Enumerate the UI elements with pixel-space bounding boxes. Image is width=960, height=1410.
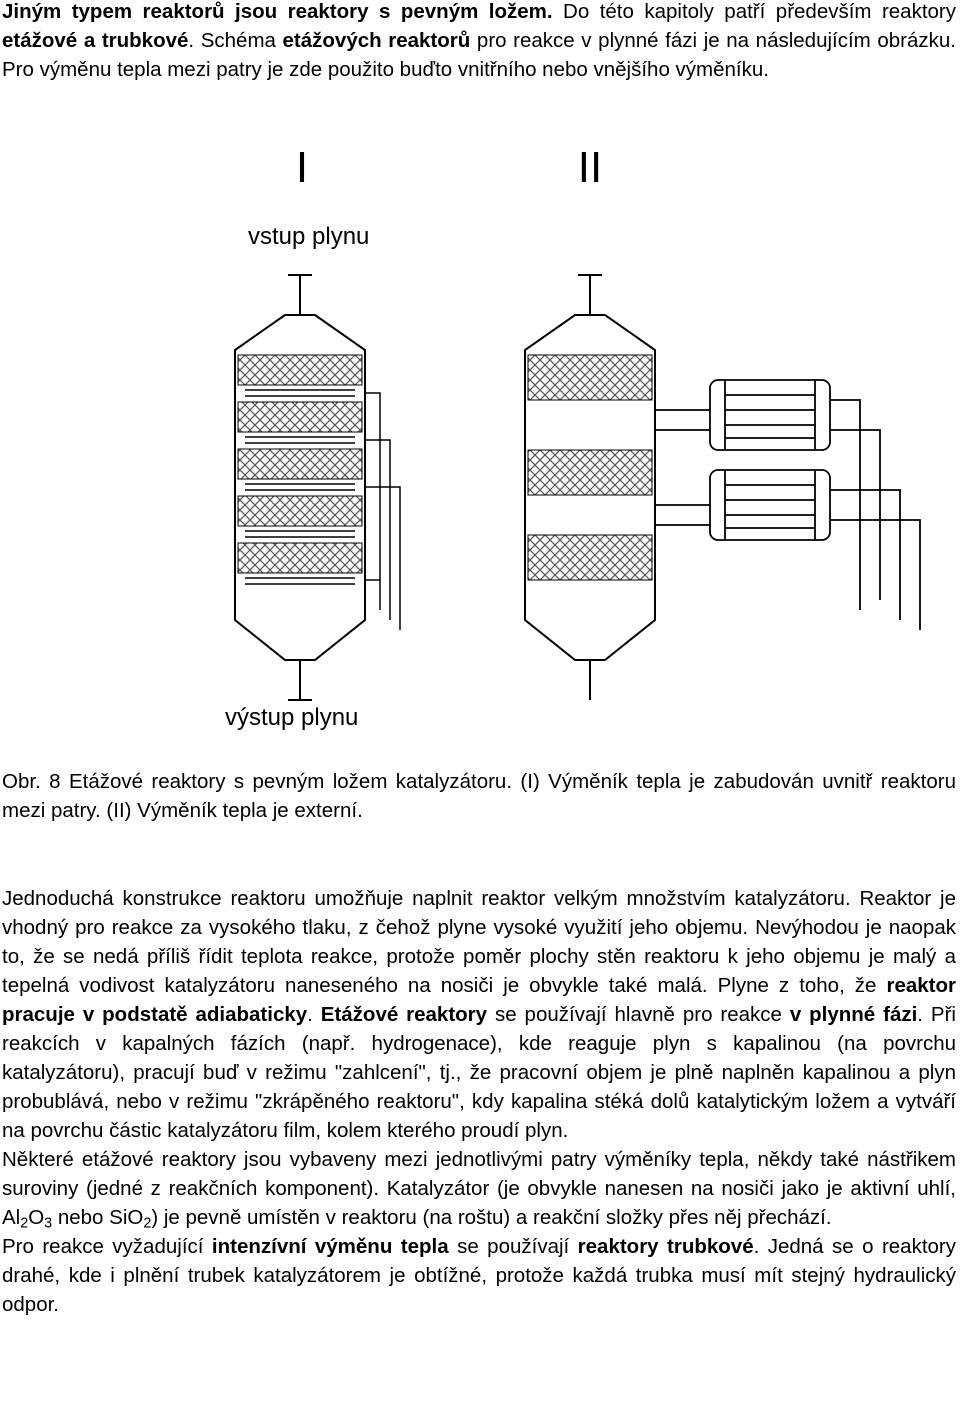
reactor-II-beds (528, 355, 652, 580)
p3-text-c: se používají (448, 1235, 578, 1258)
p2-sub-f: 2 (143, 1215, 152, 1232)
p1-text-e: se používají hlavně pro reakce (487, 1003, 790, 1026)
figure-label-I: I (295, 143, 309, 192)
intro-text-2: . Schéma (188, 29, 283, 52)
reactor-I-beds (238, 355, 362, 573)
intro-bold-3: etážových reaktorů (282, 29, 471, 52)
intro-bold-2: etážové a trubkové (2, 29, 189, 52)
figure-label-II: II (577, 143, 603, 192)
p2-sub-d: 3 (44, 1215, 53, 1232)
p2-text-g: ) je pevně umístěn v reaktoru (na roštu) a reakční složky přes něj přechází. (151, 1206, 832, 1229)
intro-paragraph (2, 0, 956, 84)
intro-bold-1: Jiným typem reaktorů jsou reaktory s pevným ložem. (2, 0, 553, 23)
reactor-figure (180, 140, 940, 760)
p1-text-g: . Při reakcích v kapalných fázích (např. hydrogenace), kde reaguje plyn s kapalinou (na povrchu katalyzátoru), pracují buď v režimu "zahlcení", tj., že pracovní objem je plně naplněn kapalinou a plyn probublává, nebo v režimu "zkrápěného reaktoru", kdy kapalina stéká dolů katalytickým ložem a vytváří na povrchu částic katalyzátoru film, kolem kterého proudí plyn. (2, 1003, 956, 1142)
outlet-label: výstup plynu (225, 704, 359, 731)
p1-bold-d: Etážové reaktory (320, 1003, 488, 1026)
p1-bold-f: v plynné fázi (789, 1003, 918, 1026)
p2-text-c: O (28, 1206, 45, 1229)
inlet-label: vstup plynu (248, 223, 370, 250)
p3-text-a: Pro reakce vyžadující (2, 1235, 212, 1258)
heat-exchanger-1 (655, 380, 880, 610)
p2-sub-b: 2 (20, 1215, 29, 1232)
p3-bold-b: intenzívní výměnu tepla (211, 1235, 449, 1258)
p3-bold-d: reaktory trubkové (577, 1235, 754, 1258)
p3-text-e: . Jedná se o reaktory drahé, kde i plnění trubek katalyzátorem je obtížné, protože každá trubka musí mít stejný hydraulický odpor. (2, 1235, 957, 1316)
figure-caption: Obr. 8 Etážové reaktory s pevným ložem katalyzátoru. (I) Výměník tepla je zabudován uvnitř reaktoru mezi patry. (II) Výměník tepla je externí. (2, 770, 956, 822)
reactor-I (235, 275, 365, 700)
intro-text-3: pro reakce v plynné fázi je na následujícím obrázku. Pro výměnu tepla mezi patry je zde použito buďto vnitřního nebo vnějšího výměníku. (2, 29, 956, 81)
p2-text-e: nebo SiO (52, 1206, 144, 1229)
p1-text-c: . (307, 1003, 321, 1026)
p1-bold-b: reaktor pracuje v podstatě adiabaticky (2, 974, 956, 1026)
intro-text-1: Do této kapitoly patří především reaktory (552, 0, 956, 23)
p2-text-a: Některé etážové reaktory jsou vybaveny mezi jednotlivými patry výměníky tepla, někdy také nástřikem suroviny (jedné z reakčních komponent). Katalyzátor (je obvykle nanesen na nosiči jako je aktivní uhlí, Al (2, 1148, 956, 1229)
body-paragraphs (2, 884, 956, 1319)
p1-text-a: Jednoduchá konstrukce reaktoru umožňuje naplnit reaktor velkým množstvím katalyzátoru. Reaktor je vhodný pro reakce za vysokého tlaku, z čehož plyne vysoké využití jeho objemu. Nevýhodou je naopak to, že se nedá příliš řídit teplota reakce, protože poměr plochy stěn reaktoru k jeho objemu je malý a tepelná vodivost katalyzátoru naneseného na nosiči je obvykle také malá. Plyne z toho, že (2, 887, 956, 997)
